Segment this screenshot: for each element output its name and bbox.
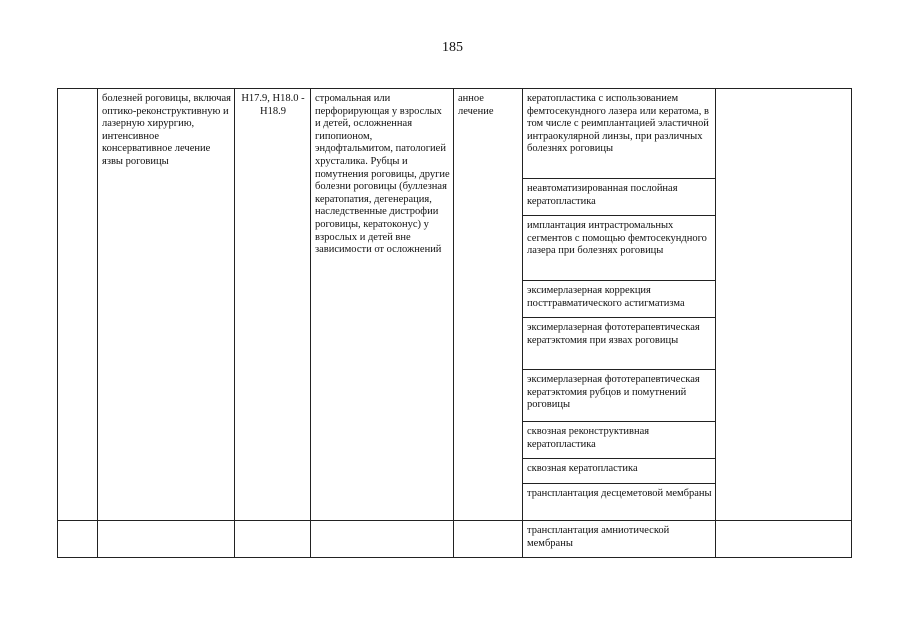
- icd-code-cell: [235, 521, 311, 558]
- disease-profile-cell: [98, 521, 235, 558]
- method-cell: сквозная реконструктивная кератопластика: [523, 422, 716, 459]
- cost-cell: [716, 89, 852, 521]
- method-cell: трансплантация десцеметовой мембраны: [523, 484, 716, 521]
- treatment-table: [57, 88, 852, 558]
- treatment-type-cell: анное лечение: [454, 89, 523, 521]
- table-row: [58, 89, 852, 179]
- method-cell: имплантация интрастромальных сегментов с помощью фемтосекундного лазера при болезнях роговицы: [523, 216, 716, 281]
- table-row: [58, 521, 852, 558]
- method-cell: эксимерлазерная фототерапевтическая кератэктомия при язвах роговицы: [523, 318, 716, 370]
- patient-model-cell: [311, 521, 454, 558]
- number-cell: [58, 521, 98, 558]
- disease-profile-cell: болезней роговицы, включая оптико-реконструктивную и лазерную хирургию, интенсивное консервативное лечение язвы роговицы: [98, 89, 235, 521]
- patient-model-cell: стромальная или перфорирующая у взрослых и детей, осложненная гипопионом, эндофтальмитом, патологией хрусталика. Рубцы и помутнения роговицы, другие болезни роговицы (буллезная кератопатия, дегенерация, наследственные дистрофии роговицы, кератоконус) у взрослых и детей вне зависимости от осложнений: [311, 89, 454, 521]
- method-cell: неавтоматизированная послойная кератопластика: [523, 179, 716, 216]
- cost-cell: [716, 521, 852, 558]
- treatment-type-cell: [454, 521, 523, 558]
- method-cell: трансплантация амниотической мембраны: [523, 521, 716, 558]
- method-cell: эксимерлазерная фототерапевтическая кератэктомия рубцов и помутнений роговицы: [523, 370, 716, 422]
- icd-code-cell: H17.9, H18.0 - H18.9: [235, 89, 311, 521]
- method-cell: эксимерлазерная коррекция посттравматического астигматизма: [523, 281, 716, 318]
- page-number: 185: [442, 40, 463, 55]
- method-cell: кератопластика с использованием фемтосекундного лазера или кератома, в том числе с реимплантацией эластичной интраокулярной линзы, при различных болезнях роговицы: [523, 89, 716, 179]
- number-cell: [58, 89, 98, 521]
- method-cell: сквозная кератопластика: [523, 459, 716, 484]
